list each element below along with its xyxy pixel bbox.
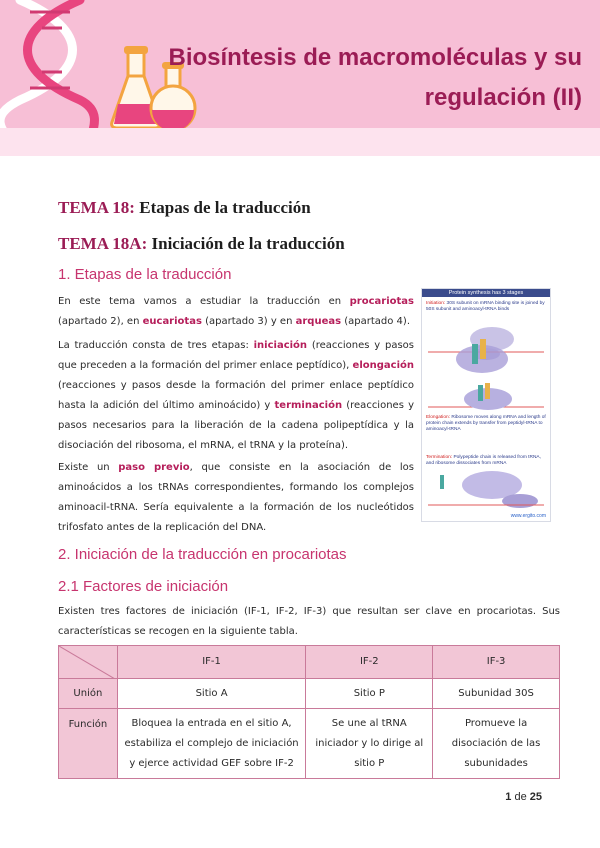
table-header-row <box>59 646 560 679</box>
figure-elongation-caption: Elongation: Ribosome moves along mRNA and length of protein chain extends by transfer from peptidyl-tRNA to aminoacyl-tRNA <box>426 415 546 432</box>
tema-number: TEMA 18A: <box>58 234 148 253</box>
section-2-1-heading: 2.1 Factores de iniciación <box>58 578 229 595</box>
section-1-paragraph-3: Existe un paso previo, que consiste en la asociación de los aminoácidos a los tRNAs correspondientes, formando los complejos aminoacil-tRNA. Sería equivalente a la formación de los nucleótidos trifosfato antes de la replicación del DNA. <box>58 462 414 533</box>
highlight-term: elongación <box>352 360 414 371</box>
highlight-term: arqueas <box>295 316 342 327</box>
protein-synthesis-figure <box>421 288 551 522</box>
table-header-if1: IF-1 <box>117 646 306 679</box>
table-row-label: Función <box>59 709 118 779</box>
title-line-1: Biosíntesis de macromoléculas y su <box>168 44 582 71</box>
highlight-term: paso previo <box>118 462 190 473</box>
document-title <box>162 38 582 118</box>
page-total: 25 <box>529 791 542 803</box>
table-cell: Subunidad 30S <box>433 679 560 709</box>
figure-title: Protein synthesis has 3 stages <box>422 289 550 297</box>
section-1-paragraph-1: En este tema vamos a estudiar la traducción en procariotas (apartado 2), en eucariotas (apartado 3) y en arqueas (apartado 4). <box>58 296 414 327</box>
section-2-1-paragraph: Existen tres factores de iniciación (IF-1, IF-2, IF-3) que resultan ser clave en procariotas. Sus características se recogen en la siguiente tabla. <box>58 606 560 637</box>
table-header-if2: IF-2 <box>306 646 433 679</box>
title-line-2: regulación (II) <box>424 84 582 111</box>
table-cell: Se une al tRNA iniciador y lo dirige al sitio P <box>306 709 433 779</box>
table-row <box>59 709 560 779</box>
tema-number: TEMA 18: <box>58 198 135 217</box>
table-cell: Sitio A <box>117 679 306 709</box>
section-1-heading: 1. Etapas de la traducción <box>58 266 232 283</box>
highlight-term: procariotas <box>349 296 414 307</box>
tema-title: Etapas de la traducción <box>139 198 311 217</box>
table-cell: Sitio P <box>306 679 433 709</box>
header-strip <box>0 128 600 156</box>
table-row <box>59 679 560 709</box>
figure-initiation-caption: Initiation: 30S subunit on mRNA binding site is joined by 50S subunit and aminoacyl-tRNA binds <box>426 301 545 312</box>
section-2-heading: 2. Iniciación de la traducción en procariotas <box>58 546 347 563</box>
figure-termination-caption: Termination: Polypeptide chain is released from tRNA, and ribosome dissociates from mRNA <box>426 455 541 466</box>
diagonal-divider <box>59 646 115 679</box>
table-cell: Bloquea la entrada en el sitio A, estabiliza el complejo de iniciación y ejerce actividad GEF sobre IF-2 <box>117 709 306 779</box>
ribosome-diagram <box>422 289 550 521</box>
page-number: 1 <box>505 791 512 803</box>
tema-18-heading <box>58 198 311 218</box>
highlight-term: terminación <box>274 400 343 411</box>
dna-helix-icon <box>0 0 94 128</box>
tema-18a-heading <box>58 234 345 254</box>
table-cell: Promueve la disociación de las subunidades <box>433 709 560 779</box>
header-banner <box>0 0 600 128</box>
initiation-factors-table <box>58 645 560 779</box>
figure-credit: www.ergito.com <box>510 513 546 519</box>
tema-title: Iniciación de la traducción <box>151 234 345 253</box>
page-counter: 1 de 25 <box>505 791 542 803</box>
highlight-term: iniciación <box>253 340 308 351</box>
section-1-paragraph-2: La traducción consta de tres etapas: iniciación (reacciones y pasos que preceden a la formación del primer enlace peptídico), elongación (reacciones y pasos desde la formación del primer enlace peptídico hasta la adición del último aminoácido) y terminación (reacciones y pasos necesarios para la liberación de la cadena polipeptídica y la disociación del ribosoma, el mRNA, el tRNA y la proteína). <box>58 340 414 451</box>
table-corner-cell <box>59 646 118 679</box>
table-header-if3: IF-3 <box>433 646 560 679</box>
highlight-term: eucariotas <box>142 316 202 327</box>
table-row-label: Unión <box>59 679 118 709</box>
